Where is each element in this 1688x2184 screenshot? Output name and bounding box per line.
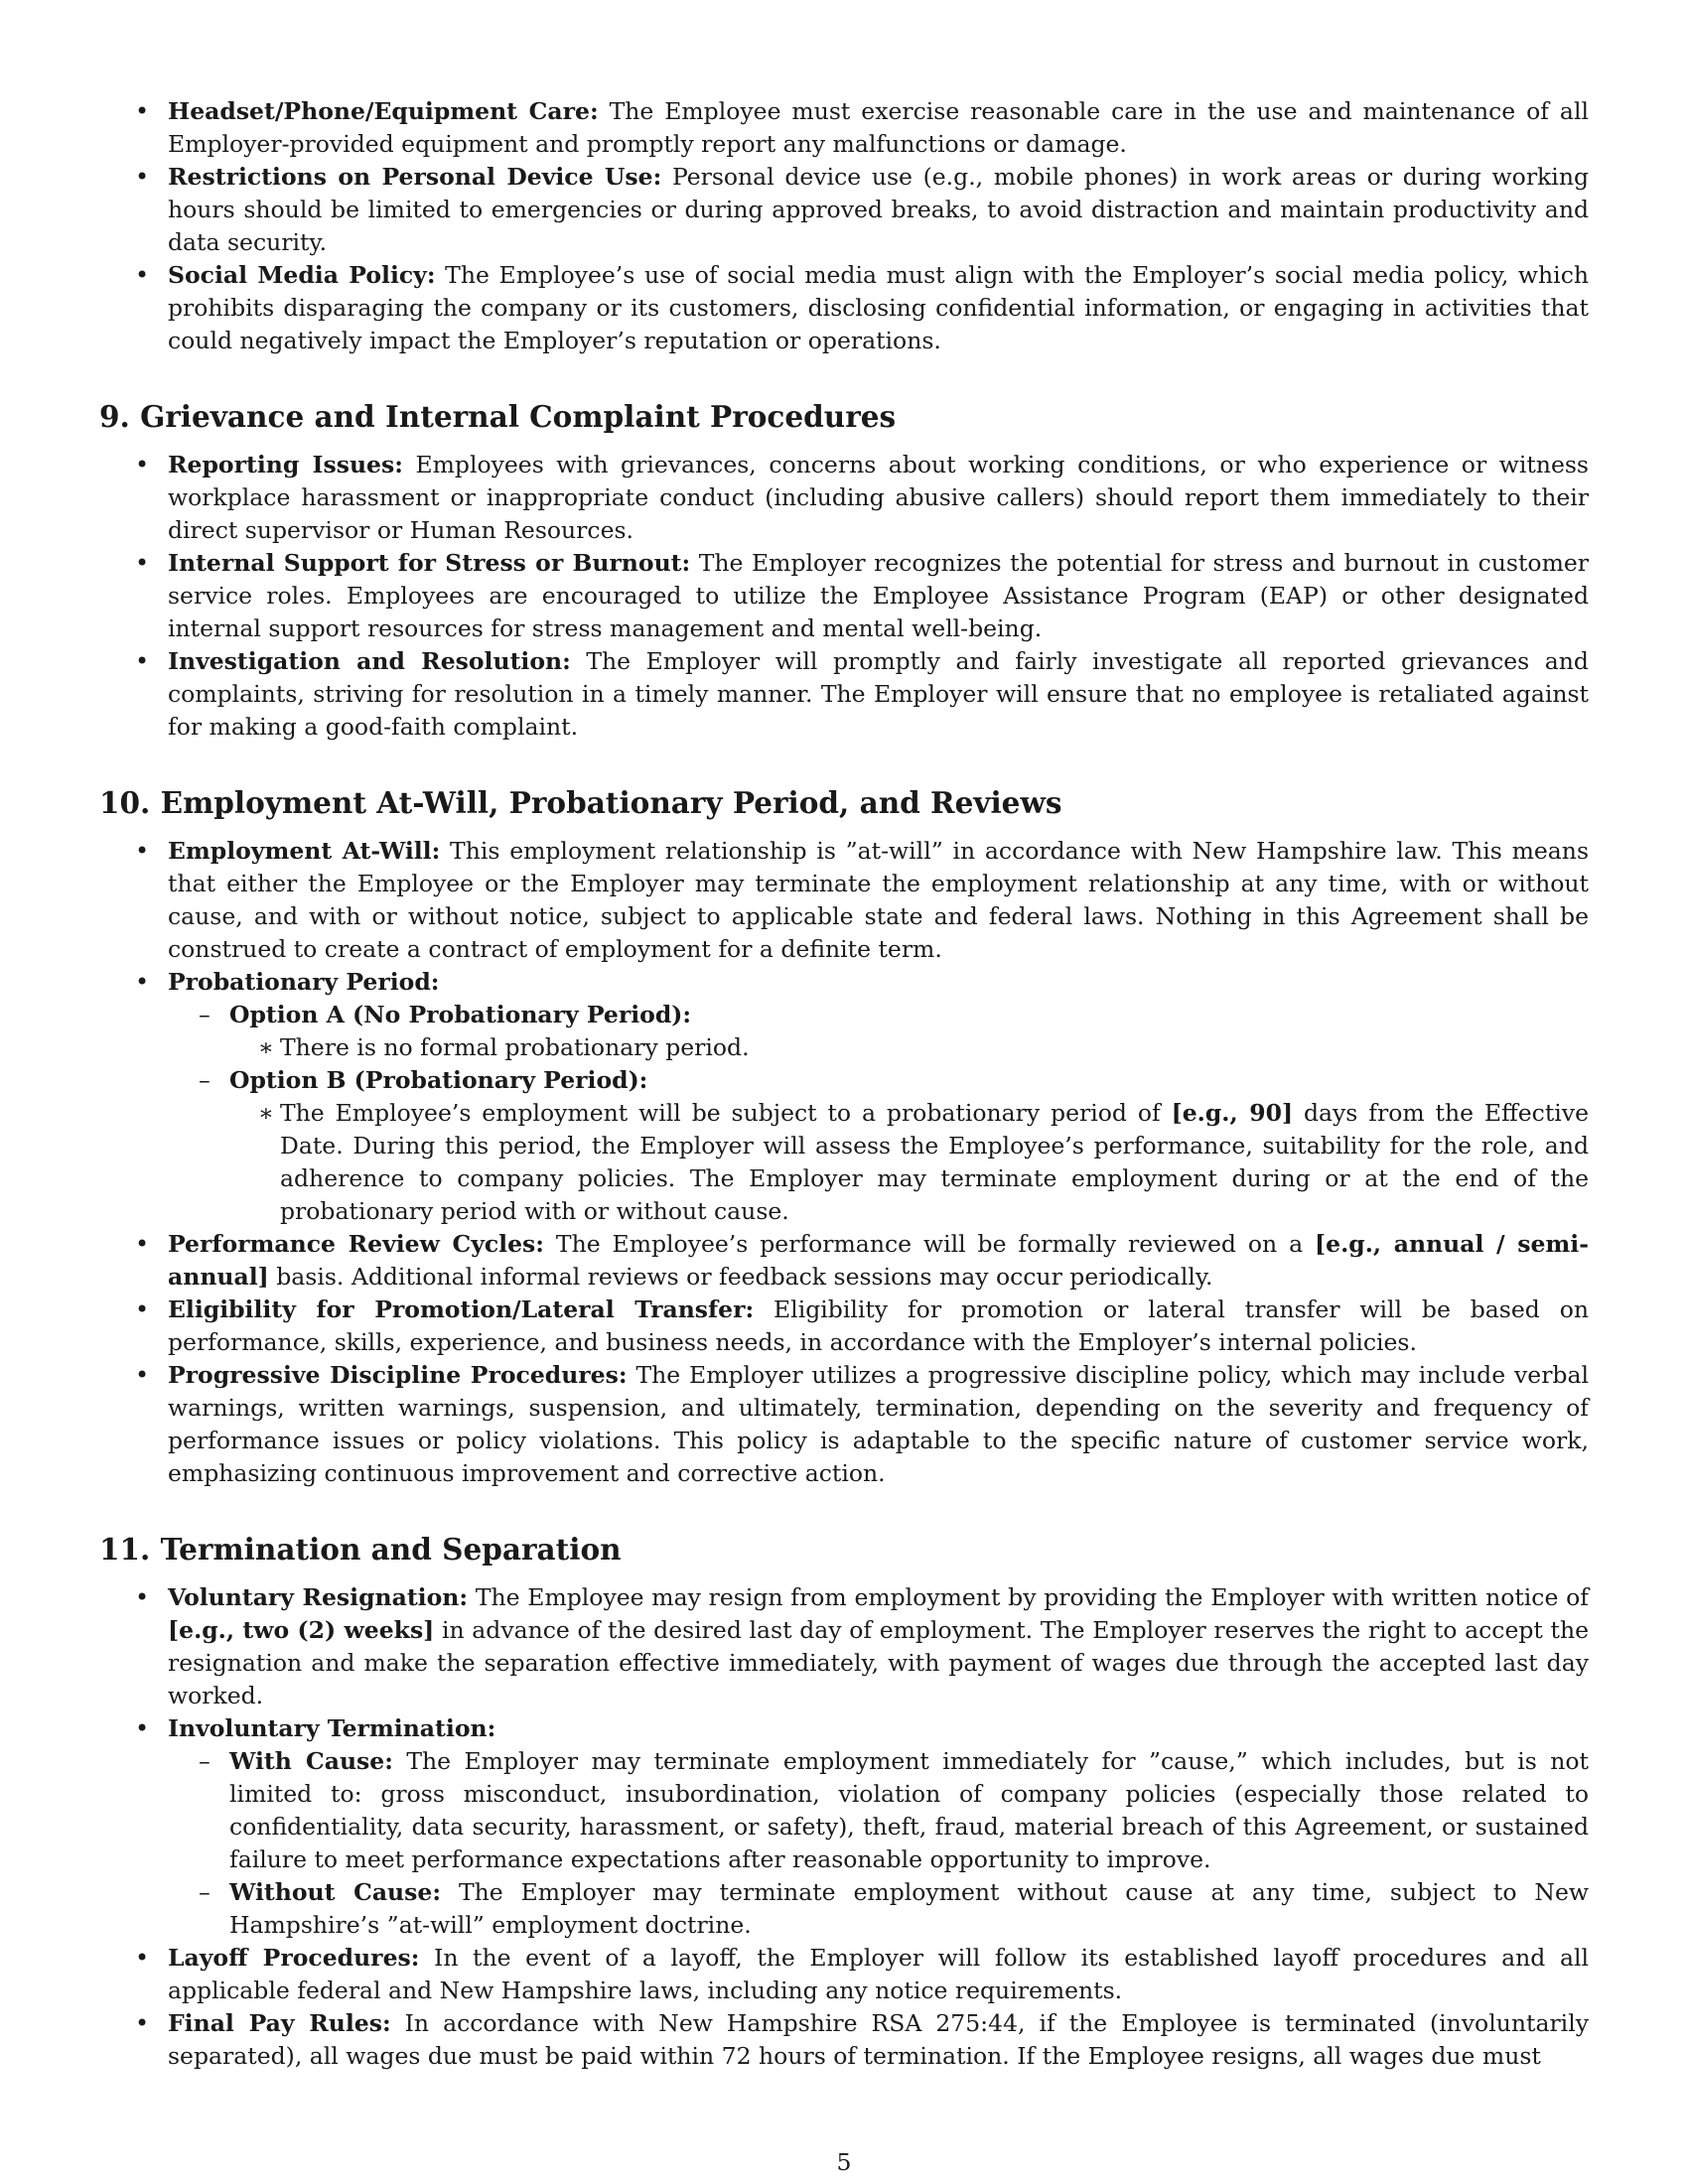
item-text: Eligibility for promotion or lateral transfer will be based on performance, skills, experience, and business needs, in accordance with the Employer’s internal policies. (168, 1296, 1589, 1356)
list-item (99, 1294, 1589, 1359)
item-label: Final Pay Rules: (168, 2009, 391, 2037)
involuntary-options (168, 1745, 1589, 1942)
option-text: The Employer may terminate employment without cause at any time, subject to New Hampshire’s ”at-will” employment doctrine. (229, 1878, 1590, 1939)
section-11-list (99, 1581, 1589, 2073)
item-text: The Employer will promptly and fairly investigate all reported grievances and complaints, striving for resolution in a timely manner. The Employer will ensure that no employee is retaliated against for making a good-faith complaint. (168, 647, 1589, 741)
page-number: 5 (836, 2148, 852, 2176)
item-label: Performance Review Cycles: (168, 1230, 544, 1258)
list-item (99, 1942, 1589, 2007)
item-label: Eligibility for Promotion/Lateral Transfer: (168, 1296, 755, 1323)
item-text: Personal device use (e.g., mobile phones) in work areas or during working hours should be limited to emergencies or during approved breaks, to avoid distraction and maintain productivity and data security. (168, 163, 1589, 256)
option-detail (229, 1097, 1589, 1228)
option-label: Without Cause: (229, 1878, 441, 1906)
item-label: Reporting Issues: (168, 451, 403, 478)
item-text: The Employee must exercise reasonable care in the use and maintenance of all Employer-provided equipment and promptly report any malfunctions or damage. (168, 97, 1589, 158)
detail-text: days from the Effective Date. During this period, the Employer will assess the Employee’s performance, suitability for the role, and adherence to company policies. The Employer may terminate employment during or at the end of the probationary period with or without cause. (280, 1099, 1589, 1225)
item-text: The Employee’s use of social media must align with the Employer’s social media policy, which prohibits disparaging the company or its customers, disclosing confidential information, or engaging in activities that could negatively impact the Employer’s reputation or operations. (168, 261, 1589, 354)
item-text: This employment relationship is ”at-will” in accordance with New Hampshire law. This means that either the Employee or the Employer may terminate the employment relationship at any time, with or without cause, and with or without notice, subject to applicable state and federal laws. Nothing in this Agreement shall be construed to create a contract of employment for a definite term. (168, 837, 1589, 963)
list-item (99, 1359, 1589, 1490)
item-text: The Employee’s performance will be formally reviewed on a (555, 1230, 1316, 1258)
placeholder-value: [e.g., two (2) weeks] (168, 1616, 435, 1644)
option-label: Option B (Probationary Period): (229, 1066, 648, 1094)
list-item (99, 645, 1589, 744)
item-label: Involuntary Termination: (168, 1714, 496, 1742)
with-cause (168, 1745, 1589, 1876)
placeholder-value: [e.g., annual / semi-annual] (168, 1230, 1589, 1291)
section-9-list (99, 449, 1589, 744)
item-text: In accordance with New Hampshire RSA 275:44, if the Employee is terminated (involuntarily separated), all wages due must be paid within 72 hours of termination. If the Employee resigns, all wages due must (168, 2009, 1589, 2070)
list-item (99, 2007, 1589, 2073)
item-label: Employment At-Will: (168, 837, 441, 865)
item-label: Progressive Discipline Procedures: (168, 1361, 628, 1389)
item-label: Social Media Policy: (168, 261, 436, 289)
item-text: The Employer recognizes the potential for stress and burnout in customer service roles. Employees are encouraged to utilize the Employee Assistance Program (EAP) or other designated internal support resources for stress management and mental well-being. (168, 549, 1589, 642)
option-detail: ∗ There is no formal probationary period. (229, 1031, 1589, 1064)
list-item (99, 547, 1589, 645)
document-page (99, 95, 1589, 2073)
list-item (99, 1581, 1589, 1712)
probation-options (168, 999, 1589, 1228)
option-label: Option A (No Probationary Period): (229, 1001, 692, 1028)
item-text: The Employer utilizes a progressive discipline policy, which may include verbal warnings, written warnings, suspension, and ultimately, termination, depending on the severity and frequency of performance issues or policy violations. This policy is adaptable to the specific nature of customer service work, emphasizing continuous improvement and corrective action. (168, 1361, 1589, 1487)
intro-list (99, 95, 1589, 357)
list-item (99, 161, 1589, 259)
section-heading-10: 10. Employment At-Will, Probationary Period, and Reviews (99, 785, 1062, 820)
section-heading-11: 11. Termination and Separation (99, 1532, 622, 1567)
option-a-details (229, 1031, 1589, 1064)
item-text: basis. Additional informal reviews or feedback sessions may occur periodically. (268, 1263, 1213, 1291)
option-b-details (229, 1097, 1589, 1228)
list-item (99, 449, 1589, 547)
item-text: Employees with grievances, concerns about working conditions, or who experience or witness workplace harassment or inappropriate conduct (including abusive callers) should report them immediately to their direct supervisor or Human Resources. (168, 451, 1589, 544)
section-heading-9: 9. Grievance and Internal Complaint Procedures (99, 399, 897, 434)
placeholder-value: [e.g., 90] (1171, 1099, 1294, 1127)
item-label: Voluntary Resignation: (168, 1583, 469, 1611)
item-text: in advance of the desired last day of employment. The Employer reserves the right to accept the resignation and make the separation effective immediately, with payment of wages due through the accepted last day worked. (168, 1616, 1590, 1709)
option-b (168, 1064, 1589, 1228)
item-text: In the event of a layoff, the Employer will follow its established layoff procedures and all applicable federal and New Hampshire laws, including any notice requirements. (168, 1944, 1589, 2004)
list-item (99, 835, 1589, 966)
item-label: Restrictions on Personal Device Use: (168, 163, 662, 191)
list-item (99, 95, 1589, 161)
without-cause (168, 1876, 1589, 1942)
option-label: With Cause: (229, 1747, 393, 1775)
section-10-list (99, 835, 1589, 1490)
item-label: Headset/Phone/Equipment Care: (168, 97, 599, 125)
list-item (99, 259, 1589, 357)
item-label: Internal Support for Stress or Burnout: (168, 549, 691, 577)
item-label: Probationary Period: (168, 968, 440, 996)
list-item (99, 1712, 1589, 1942)
item-text: The Employee may resign from employment by providing the Employer with written notice of (475, 1583, 1589, 1611)
option-a (168, 999, 1589, 1064)
list-item (99, 966, 1589, 1228)
item-label: Layoff Procedures: (168, 1944, 420, 1972)
item-label: Investigation and Resolution: (168, 647, 571, 675)
option-text: The Employer may terminate employment immediately for ”cause,” which includes, but is not limited to: gross misconduct, insubordination, violation of company policies (especially those related to confidentiality, data security, harassment, or safety), theft, fraud, material breach of this Agreement, or sustained failure to meet performance expectations after reasonable opportunity to improve. (229, 1747, 1589, 1873)
detail-text: The Employee’s employment will be subject to a probationary period of (280, 1099, 1172, 1127)
list-item (99, 1228, 1589, 1294)
